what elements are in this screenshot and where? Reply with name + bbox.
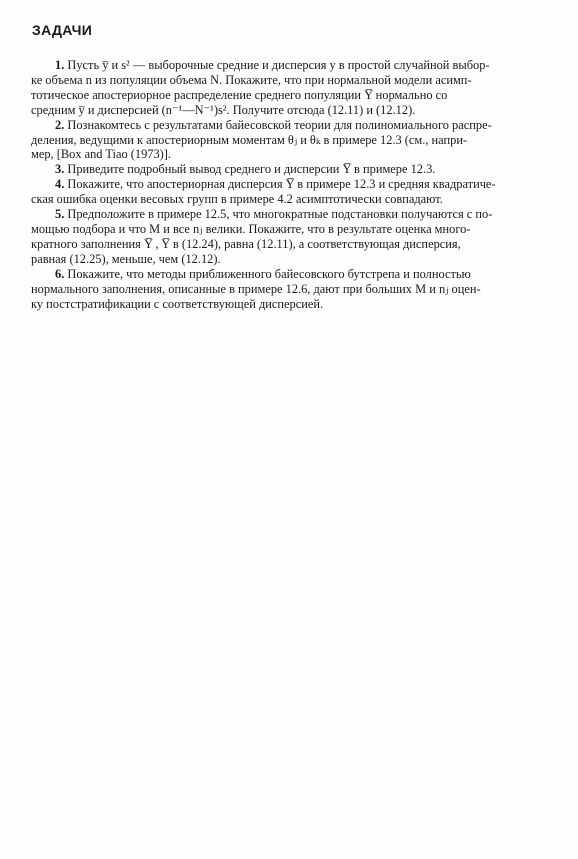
- problem-5: [31, 207, 569, 267]
- problem-2: [31, 118, 569, 163]
- problem-text: Покажите, что методы приближенного байесовского бутстрепа и полностью нормального заполнения, описанные в примере 12.6, дают при больших M и nⱼ оцен- ку постстратификации с соответствующей дисперсией.: [31, 266, 481, 311]
- problem-text: Предположите в примере 12.5, что многократные подстановки получаются с по- мощью подбора и что M и все nⱼ велики. Покажите, что в результате оценка много- кратного заполнения Y̅ , Y̅ в (12.24), равна (12.11), а соответствующая дисперсия, равная (12.25), меньше, чем (12.12).: [31, 207, 493, 266]
- problem-text: Пусть y̅ и s² — выборочные средние и дисперсия y в простой случайной выбор- ке объема n из популяции объема N. Покажите, что при нормальной модели асимп- тотическое апостериорное распределение среднего популяции Y̅ нормально со средним y̅ и дисперсией (n⁻¹—N⁻¹)s². Получите отсюда (12.11) и (12.12).: [31, 58, 490, 117]
- problem-3: [31, 162, 569, 177]
- section-heading: ЗАДАЧИ: [32, 22, 93, 38]
- problem-text: Приведите подробный вывод среднего и дисперсии Y̅ в примере 12.3.: [67, 162, 436, 177]
- problem-number: 4.: [55, 177, 65, 192]
- problem-1: [31, 58, 569, 118]
- problem-text: Покажите, что апостериорная дисперсия Y̅ в примере 12.3 и средняя квадратиче- ская ошибка оценки весовых групп в примере 4.2 асимптотически совпадают.: [31, 177, 496, 207]
- problem-4: [31, 177, 569, 207]
- problem-number: 3.: [55, 162, 65, 177]
- problem-6: [31, 267, 569, 312]
- problem-number: 5.: [55, 207, 65, 222]
- problem-number: 1.: [55, 58, 65, 72]
- problem-text: Познакомтесь с результатами байесовской теории для полиномиального распре- деления, ведущими к апостериорным моментам θⱼ и θₖ в примере 12.3 (см., напри- мер, [Box and Tiao (1973)].: [31, 117, 492, 162]
- problem-number: 6.: [55, 266, 65, 281]
- problem-list: [31, 58, 569, 311]
- problem-number: 2.: [55, 117, 65, 132]
